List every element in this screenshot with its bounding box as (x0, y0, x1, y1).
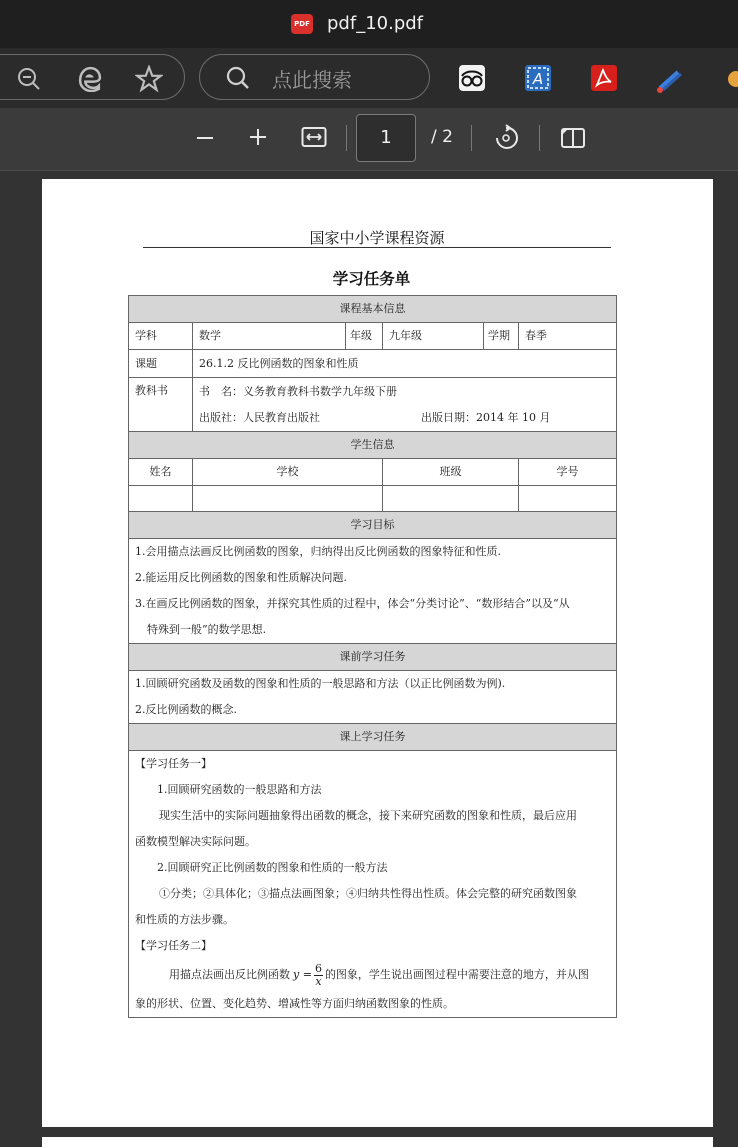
textbook-label: 教科书 (129, 378, 193, 432)
school-field[interactable] (193, 486, 383, 512)
section-pre-tasks: 课前学习任务 (129, 644, 617, 671)
pre-task-item: 1.回顾研究函数及函数的图象和性质的一般思路和方法（以正比例函数为例). (135, 677, 506, 690)
pre-task-item: 2.反比例函数的概念. (135, 703, 237, 716)
formula-numerator: 6 (314, 961, 322, 975)
page-number-input[interactable]: 1 (356, 114, 416, 162)
goal-item: 1.会用描点法画反比例函数的图象，归纳得出反比例函数的图象特征和性质. (135, 545, 501, 558)
search-icon (225, 65, 251, 91)
task1-subheading: 2.回顾研究正比例函数的图象和性质的一般方法 (157, 861, 388, 874)
textbook-info (193, 378, 617, 432)
section-class-tasks: 课上学习任务 (129, 724, 617, 751)
goal-item: 2.能运用反比例函数的图象和性质解决问题. (135, 571, 347, 584)
edge-icon[interactable] (76, 65, 103, 92)
grade-label: 年级 (346, 323, 383, 350)
task1-title: 【学习任务一】 (135, 757, 212, 770)
toolbar-separator (346, 125, 347, 151)
textbook-publisher: 出版社：人民教育出版社 (199, 410, 320, 424)
subject-value: 数学 (193, 323, 346, 350)
window-titlebar (0, 0, 738, 48)
task-sheet-table (128, 295, 617, 1018)
task1-paragraph-continued: 和性质的方法步骤。 (135, 913, 234, 926)
formula-fraction (314, 963, 323, 988)
task1-paragraph-continued: 函数模型解决实际问题。 (135, 835, 256, 848)
task2-text-post: 的图象，学生说出画图过程中需要注意的地方，并从图 (324, 968, 589, 981)
textbook-name: 书 名：义务教育教科书数学九年级下册 (199, 384, 397, 398)
window-title: pdf_10.pdf (327, 13, 424, 34)
zoom-out-minus-icon[interactable] (195, 128, 215, 148)
acrobat-icon[interactable] (590, 64, 618, 92)
document-header: 国家中小学课程资源 (309, 229, 445, 247)
pdf-toolbar (0, 108, 738, 171)
zoom-in-plus-icon[interactable] (248, 127, 268, 147)
topic-value: 26.1.2 反比例函数的图象和性质 (193, 350, 617, 378)
pdf-page (42, 179, 713, 1127)
section-student-info: 学生信息 (129, 432, 617, 459)
pre-tasks-content (129, 671, 617, 724)
task2-title: 【学习任务二】 (135, 939, 212, 952)
column-name: 姓名 (129, 459, 193, 486)
extension-icon[interactable] (726, 66, 738, 92)
browser-toolbar (0, 48, 738, 108)
goals-content (129, 539, 617, 644)
task2-text-pre: 用描点法画出反比例函数 (169, 968, 290, 981)
reader-glasses-icon[interactable] (458, 64, 486, 92)
column-student-id: 学号 (519, 459, 617, 486)
document-title: 学习任务单 (332, 269, 411, 288)
student-name-field[interactable] (129, 486, 193, 512)
page-view-icon[interactable] (560, 126, 586, 150)
favorite-star-icon[interactable] (135, 65, 163, 93)
pdf-page-2 (42, 1137, 713, 1147)
goal-item-continued: 特殊到一般”的数学思想. (147, 623, 267, 636)
task2-paragraph (135, 959, 610, 991)
column-class: 班级 (383, 459, 519, 486)
search-placeholder[interactable]: 点此搜索 (272, 68, 352, 92)
column-school: 学校 (193, 459, 383, 486)
task1-paragraph: ①分类；②具体化；③描点法画图象；④归纳共性得出性质。体会完整的研究函数图象 (159, 887, 577, 900)
svg-text:A: A (532, 70, 544, 88)
class-field[interactable] (383, 486, 519, 512)
toolbar-separator (471, 125, 472, 151)
task2-paragraph-continued: 象的形状、位置、变化趋势、增减性等方面归纳函数图象的性质。 (135, 997, 454, 1010)
class-tasks-content (129, 751, 617, 1018)
textbook-publish-date: 出版日期：2014 年 10 月 (421, 410, 551, 424)
goal-item: 3.在画反比例函数的图象，并探究其性质的过程中，体会“分类讨论”、“数形结合”以及“从 (135, 597, 570, 610)
grade-value: 九年级 (383, 323, 484, 350)
header-rule (143, 247, 611, 248)
pdf-file-icon: PDF (291, 14, 313, 34)
term-label: 学期 (484, 323, 519, 350)
task1-subheading: 1.回顾研究函数的一般思路和方法 (157, 783, 322, 796)
text-a-icon[interactable] (524, 64, 552, 92)
formula-denominator: x (315, 974, 322, 988)
topic-label: 课题 (129, 350, 193, 378)
zoom-out-icon[interactable] (16, 66, 42, 92)
textbook-publisher-row (199, 405, 610, 431)
formula-lhs: y = (293, 968, 312, 981)
fit-width-icon[interactable] (301, 126, 327, 148)
section-basic-info: 课程基本信息 (129, 296, 617, 323)
rotate-icon[interactable] (493, 124, 519, 152)
student-id-field[interactable] (519, 486, 617, 512)
pen-tool-icon[interactable] (654, 64, 686, 94)
toolbar-separator (539, 125, 540, 151)
subject-label: 学科 (129, 323, 193, 350)
page-total: / 2 (431, 127, 453, 147)
task1-paragraph: 现实生活中的实际问题抽象得出函数的概念，接下来研究函数的图象和性质，最后应用 (159, 809, 577, 822)
section-goals: 学习目标 (129, 512, 617, 539)
term-value: 春季 (519, 323, 617, 350)
